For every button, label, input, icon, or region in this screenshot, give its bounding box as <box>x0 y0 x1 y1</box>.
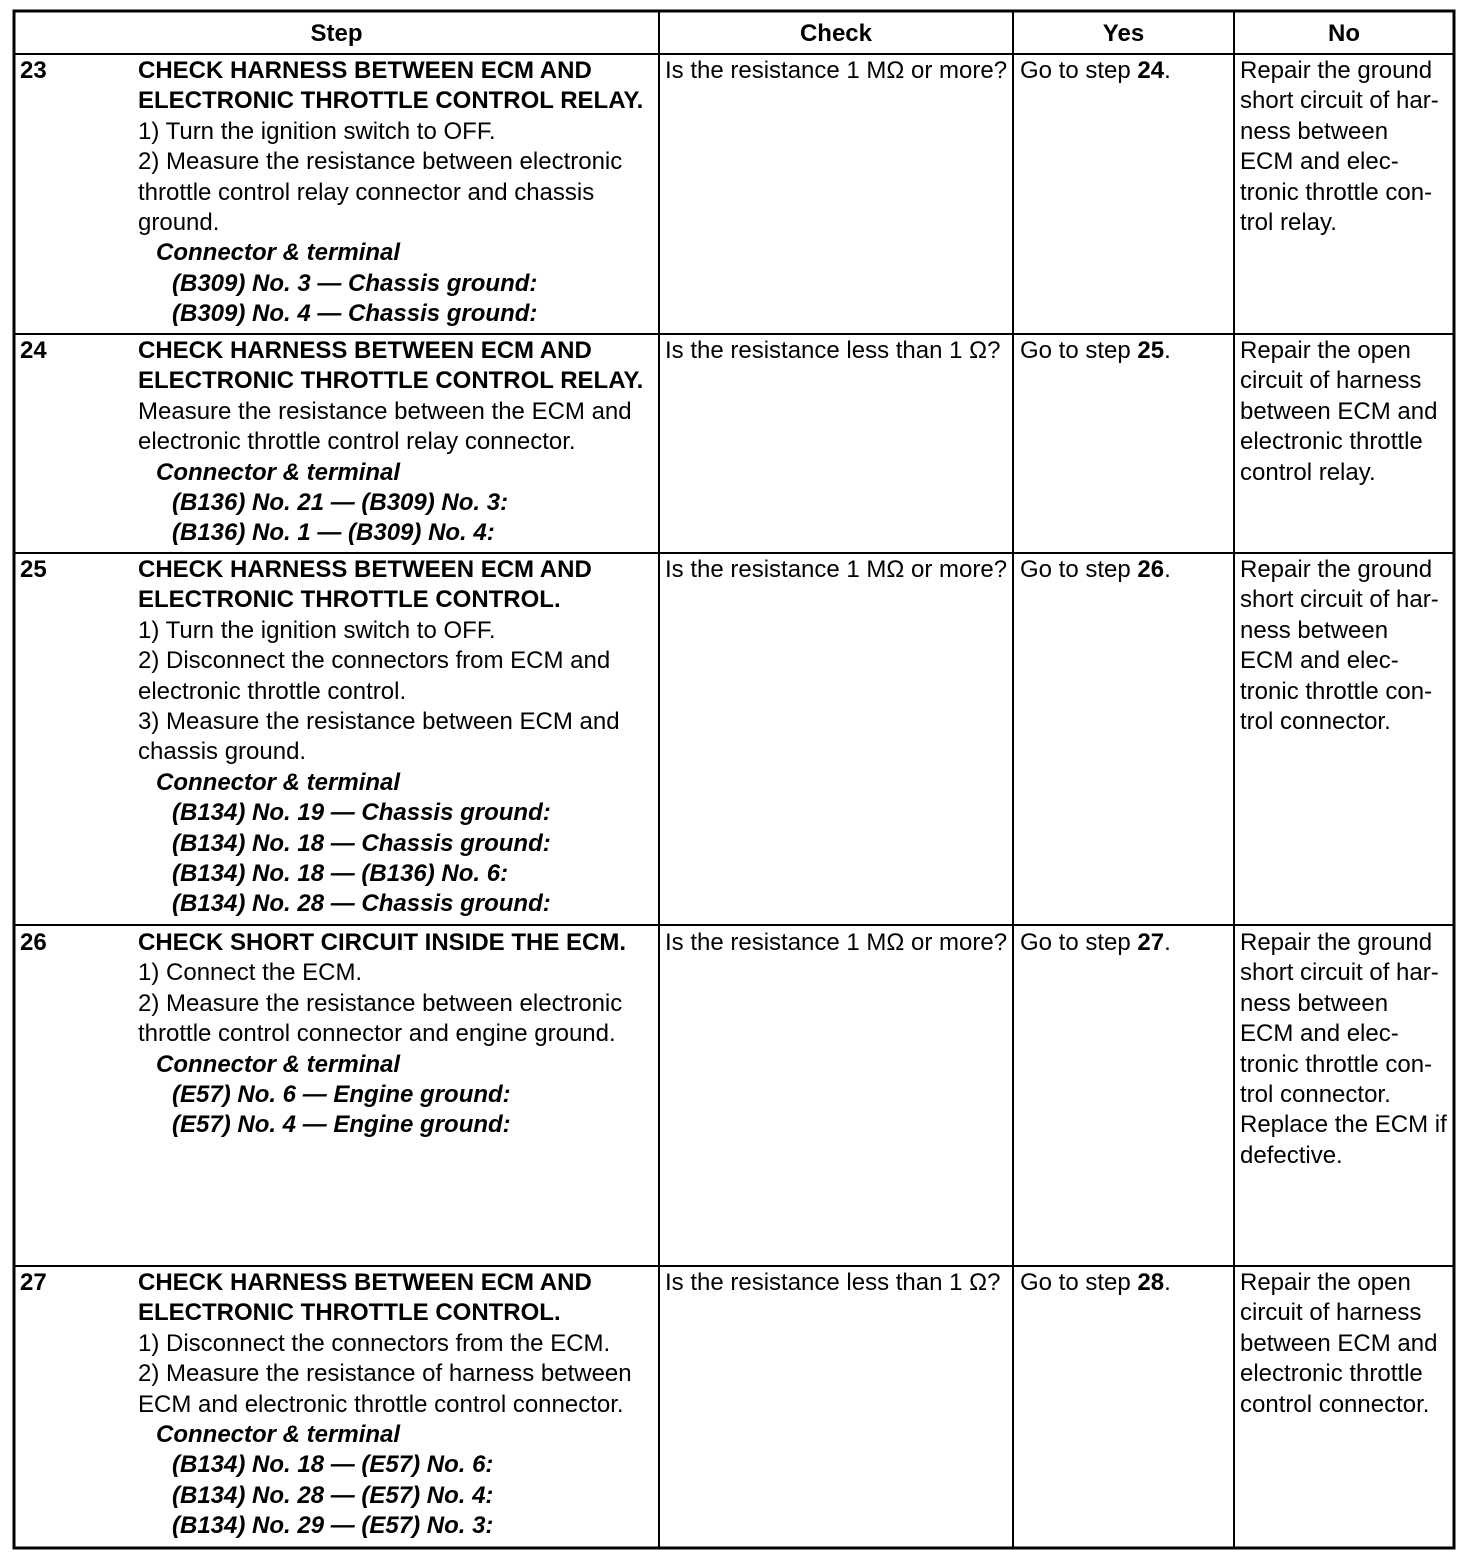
check-question: Is the resistance less than 1 Ω? <box>665 337 1001 364</box>
connector-terminal-line: (B309) No. 3 — Chassis ground: <box>172 269 538 297</box>
step-number: 27 <box>20 1269 47 1296</box>
step-number: 23 <box>20 57 47 84</box>
step-text-line: ELECTRONIC THROTTLE CONTROL. <box>138 1299 561 1327</box>
no-action-line: electronic throttle <box>1240 428 1423 456</box>
step-number: 25 <box>20 556 47 583</box>
connector-terminal-line: (B134) No. 18 — (B136) No. 6: <box>172 859 509 887</box>
no-action-line: control connector. <box>1240 1390 1430 1418</box>
connector-terminal-line: (B134) No. 18 — (E57) No. 6: <box>172 1451 494 1479</box>
yes-action-text: Go to step <box>1020 556 1138 583</box>
no-action-line: Repair the open <box>1240 1269 1411 1296</box>
step-text-line: ELECTRONIC THROTTLE CONTROL RELAY. <box>138 87 644 115</box>
step-text-line: throttle control relay connector and chassis <box>138 178 595 206</box>
step-text-line: 1) Disconnect the connectors from the ECM. <box>138 1329 611 1357</box>
no-action-line: tronic throttle con- <box>1240 1050 1433 1078</box>
no-action-line: control relay. <box>1240 458 1376 486</box>
step-text-line: CHECK HARNESS BETWEEN ECM AND <box>138 57 592 84</box>
no-action-line: trol relay. <box>1240 208 1337 236</box>
no-action-line: ECM and elec- <box>1240 1020 1399 1048</box>
step-text-line: ELECTRONIC THROTTLE CONTROL RELAY. <box>138 367 644 395</box>
connector-terminal-line: Connector & terminal <box>156 1420 401 1448</box>
connector-terminal-line: Connector & terminal <box>156 458 401 486</box>
no-action-line: trol connector. <box>1240 707 1391 735</box>
connector-terminal-line: (B136) No. 21 — (B309) No. 3: <box>172 488 509 516</box>
period: . <box>1164 556 1171 583</box>
step-text-line: electronic throttle control. <box>138 677 407 705</box>
step-text-line: ELECTRONIC THROTTLE CONTROL. <box>138 586 561 614</box>
no-action-line: Repair the ground <box>1240 929 1433 956</box>
header-yes: Yes <box>1102 20 1145 47</box>
step-description <box>138 1268 656 1542</box>
no-action-line: short circuit of har- <box>1240 959 1439 987</box>
step-text-line: throttle control connector and engine ground. <box>138 1020 616 1048</box>
step-number: 26 <box>20 929 47 956</box>
step-text-line: Measure the resistance between the ECM and <box>138 397 632 425</box>
no-action-line: Repair the open <box>1240 337 1411 364</box>
no-action <box>1240 336 1452 488</box>
connector-terminal-line: (B134) No. 28 — Chassis ground: <box>172 890 551 918</box>
yes-action-text: Go to step <box>1020 337 1138 364</box>
step-text-line: CHECK HARNESS BETWEEN ECM AND <box>138 556 592 583</box>
header-no: No <box>1328 20 1360 47</box>
no-action-line: ness between <box>1240 117 1389 145</box>
check-question: Is the resistance less than 1 Ω? <box>665 1269 1001 1296</box>
no-action-line: trol connector. <box>1240 1080 1391 1108</box>
no-action-line: short circuit of har- <box>1240 87 1439 115</box>
connector-terminal-line: (E57) No. 6 — Engine ground: <box>172 1080 511 1108</box>
no-action <box>1240 928 1452 1171</box>
step-text-line: 2) Measure the resistance of harness between <box>138 1360 632 1388</box>
no-action <box>1240 56 1452 238</box>
step-text-line: electronic throttle control relay connector. <box>138 428 576 456</box>
step-text-line: 1) Turn the ignition switch to OFF. <box>138 616 496 644</box>
yes-step-number: 26 <box>1137 556 1165 583</box>
yes-action-text: Go to step <box>1020 1269 1138 1296</box>
connector-terminal-line: Connector & terminal <box>156 1050 401 1078</box>
no-action-line: Replace the ECM if <box>1240 1111 1447 1139</box>
step-text-line: 1) Turn the ignition switch to OFF. <box>138 117 496 145</box>
no-action-line: tronic throttle con- <box>1240 178 1433 206</box>
no-action <box>1240 555 1452 737</box>
step-text-line: CHECK HARNESS BETWEEN ECM AND <box>138 337 592 364</box>
connector-terminal-line: Connector & terminal <box>156 239 401 267</box>
connector-terminal-line: (B309) No. 4 — Chassis ground: <box>172 300 538 328</box>
no-action-line: between ECM and <box>1240 1329 1438 1357</box>
step-text-line: ground. <box>138 208 220 236</box>
yes-action <box>1020 1268 1171 1298</box>
no-action-line: circuit of harness <box>1240 367 1422 395</box>
step-description <box>138 928 656 1141</box>
no-action-line: electronic throttle <box>1240 1360 1423 1388</box>
connector-terminal-line: (B134) No. 28 — (E57) No. 4: <box>172 1481 494 1509</box>
step-text-line: 1) Connect the ECM. <box>138 959 363 987</box>
header-check: Check <box>799 20 873 47</box>
no-action-line: between ECM and <box>1240 397 1438 425</box>
step-number: 24 <box>20 337 47 364</box>
step-description <box>138 555 656 920</box>
connector-terminal-line: (B134) No. 18 — Chassis ground: <box>172 829 551 857</box>
check-question: Is the resistance 1 MΩ or more? <box>665 929 1008 956</box>
no-action-line: defective. <box>1240 1141 1343 1169</box>
connector-terminal-line: Connector & terminal <box>156 768 401 796</box>
no-action-line: ECM and elec- <box>1240 148 1399 176</box>
yes-action-text: Go to step <box>1020 929 1138 956</box>
yes-action <box>1020 56 1171 86</box>
no-action-line: ECM and elec- <box>1240 647 1399 675</box>
header-step: Step <box>310 20 363 47</box>
connector-terminal-line: (B136) No. 1 — (B309) No. 4: <box>172 519 495 547</box>
yes-step-number: 27 <box>1137 929 1165 956</box>
yes-step-number: 28 <box>1137 1269 1165 1296</box>
yes-step-number: 24 <box>1137 57 1165 84</box>
step-text-line: 3) Measure the resistance between ECM and <box>138 707 620 735</box>
no-action <box>1240 1268 1452 1420</box>
step-text-line: ECM and electronic throttle control connector. <box>138 1390 624 1418</box>
step-text-line: 2) Disconnect the connectors from ECM and <box>138 647 611 675</box>
yes-action <box>1020 336 1171 366</box>
no-action-line: tronic throttle con- <box>1240 677 1433 705</box>
step-text-line: 2) Measure the resistance between electronic <box>138 148 623 176</box>
step-text-line: chassis ground. <box>138 738 307 766</box>
no-action-line: Repair the ground <box>1240 556 1433 583</box>
no-action-line: Repair the ground <box>1240 57 1433 84</box>
connector-terminal-line: (B134) No. 19 — Chassis ground: <box>172 799 551 827</box>
check-question: Is the resistance 1 MΩ or more? <box>665 57 1008 84</box>
step-text-line: CHECK SHORT CIRCUIT INSIDE THE ECM. <box>138 929 627 956</box>
no-action-line: ness between <box>1240 989 1389 1017</box>
no-action-line: circuit of harness <box>1240 1299 1422 1327</box>
yes-action <box>1020 928 1171 958</box>
connector-terminal-line: (B134) No. 29 — (E57) No. 3: <box>172 1512 494 1540</box>
step-text-line: CHECK HARNESS BETWEEN ECM AND <box>138 1269 592 1296</box>
connector-terminal-line: (E57) No. 4 — Engine ground: <box>172 1111 511 1139</box>
period: . <box>1164 929 1171 956</box>
step-description <box>138 336 656 549</box>
no-action-line: ness between <box>1240 616 1389 644</box>
yes-action <box>1020 555 1171 585</box>
period: . <box>1164 1269 1171 1296</box>
yes-action-text: Go to step <box>1020 57 1138 84</box>
check-question: Is the resistance 1 MΩ or more? <box>665 556 1008 583</box>
step-text-line: 2) Measure the resistance between electronic <box>138 989 623 1017</box>
no-action-line: short circuit of har- <box>1240 586 1439 614</box>
period: . <box>1164 57 1171 84</box>
step-description <box>138 56 656 330</box>
yes-step-number: 25 <box>1137 337 1165 364</box>
period: . <box>1164 337 1171 364</box>
